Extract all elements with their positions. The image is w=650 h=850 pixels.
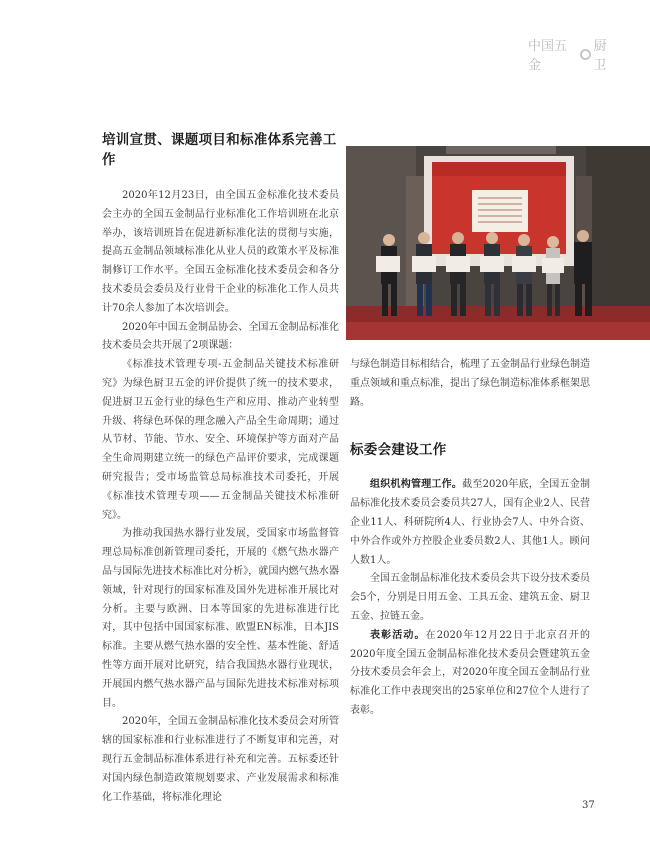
magazine-logo [528,39,618,73]
right-column [350,356,590,721]
lead-award: 表彰活动。 [370,629,426,641]
paragraph-training-4: 为推动我国热水器行业发展，受国家市场监督管理总局标准创新管理司委托，开展的《燃气热水器产品与国际先进技术标准比对分析》，就国内燃气热水器领域，针对现行的国家标准及国外先进标准开展比对分析。主要与欧洲、日本等国家的先进标准进行比对，其中包括中国国家标准、欧盟EN标准，日本JIS标准。主要从燃气热水器的安全性、基本性能、舒适性等方面开展对比研究，结合我国热水器行业现状，开展国内燃气热水器产品与国际先进技术标准对标项目。 [102,528,339,709]
logo-text-main: 中国五金 [528,39,568,73]
left-column [102,128,339,807]
text-award: 在2020年12月22日于北京召开的2020年度全国五金制品标准化技术委员会暨建筑五金分技术委员会年会上，对2020年度全国五金制品行业标准化工作中表现突出的25家单位和27位个人进行了表彰。 [350,629,591,716]
section-title-training: 培训宣贯、课题项目和标准体系完善工作 [102,132,337,168]
page-number: 37 [582,800,595,811]
text-org-management: 截至2020年底，全国五金制品标准化技术委员会委员共27人，国有企业2人、民营企业11人、科研院所4人、行业协会7人、中外合资、中外合作或外方控股企业委员数2人、其他1人。顾问人数1人。 [350,479,590,566]
award-ceremony-photo [346,146,650,340]
paragraph-award [350,627,590,721]
paragraph-training-3: 《标准技术管理专项-五金制品关键技术标准研究》为绿色厨卫五金的评价提供了统一的技术要求，促进厨卫五金行业的绿色生产和应用、推动产业转型升级、将绿色环保的理念融入产品全生命周期；通过从节材、节能、节水、安全、环境保护等方面对产品全生命周期建立统一的绿色产品评价要求，完成课题研究报告；受市场监管总局标准技术司委托，开展《标准技术管理专项——五金制品关键技术标准研究》。 [102,359,339,521]
lead-org-management: 组织机构管理工作。 [370,479,463,491]
paragraph-training-5: 2020年，全国五金制品标准化技术委员会对所管辖的国家标准和行业标准进行了不断复审和完善，对现行五金制品标准体系进行补充和完善。五标委还针对国内绿色制造政策规划要求、产业发展需求和标准化工作基础，将标准化理论 [102,716,339,803]
paragraph-subcommittees: 全国五金制品标准化技术委员会共下设分技术委员会5个，分别是日用五金、工具五金、建筑五金、厨卫五金、拉链五金。 [350,573,590,622]
paragraph-org-management [350,476,590,570]
section-title-committee: 标委会建设工作 [350,442,447,459]
paragraph-training-1: 2020年12月23日，由全国五金标准化技术委员会主办的全国五金制品行业标准化工作培训班在北京举办，该培训班旨在促进新标准化法的贯彻与实施，提高五金制品领域标准化从业人员的政策水平及标准制修订工作水平。全国五金标准化技术委员会和各分技术委员会委员及行业骨干企业的标准化工作人员共计70余人参加了本次培训会。 [102,190,339,314]
logo-text-sub: 厨卫 [593,39,607,73]
logo-ring-icon [580,49,591,60]
paragraph-training-2: 2020年中国五金制品协会、全国五金制品标准化技术委员会共开展了2项课题： [102,321,339,352]
paragraph-continuation: 与绿色制造目标相结合，梳理了五金制品行业绿色制造重点领域和重点标准，提出了绿色制造标准体系框架思路。 [350,359,590,408]
